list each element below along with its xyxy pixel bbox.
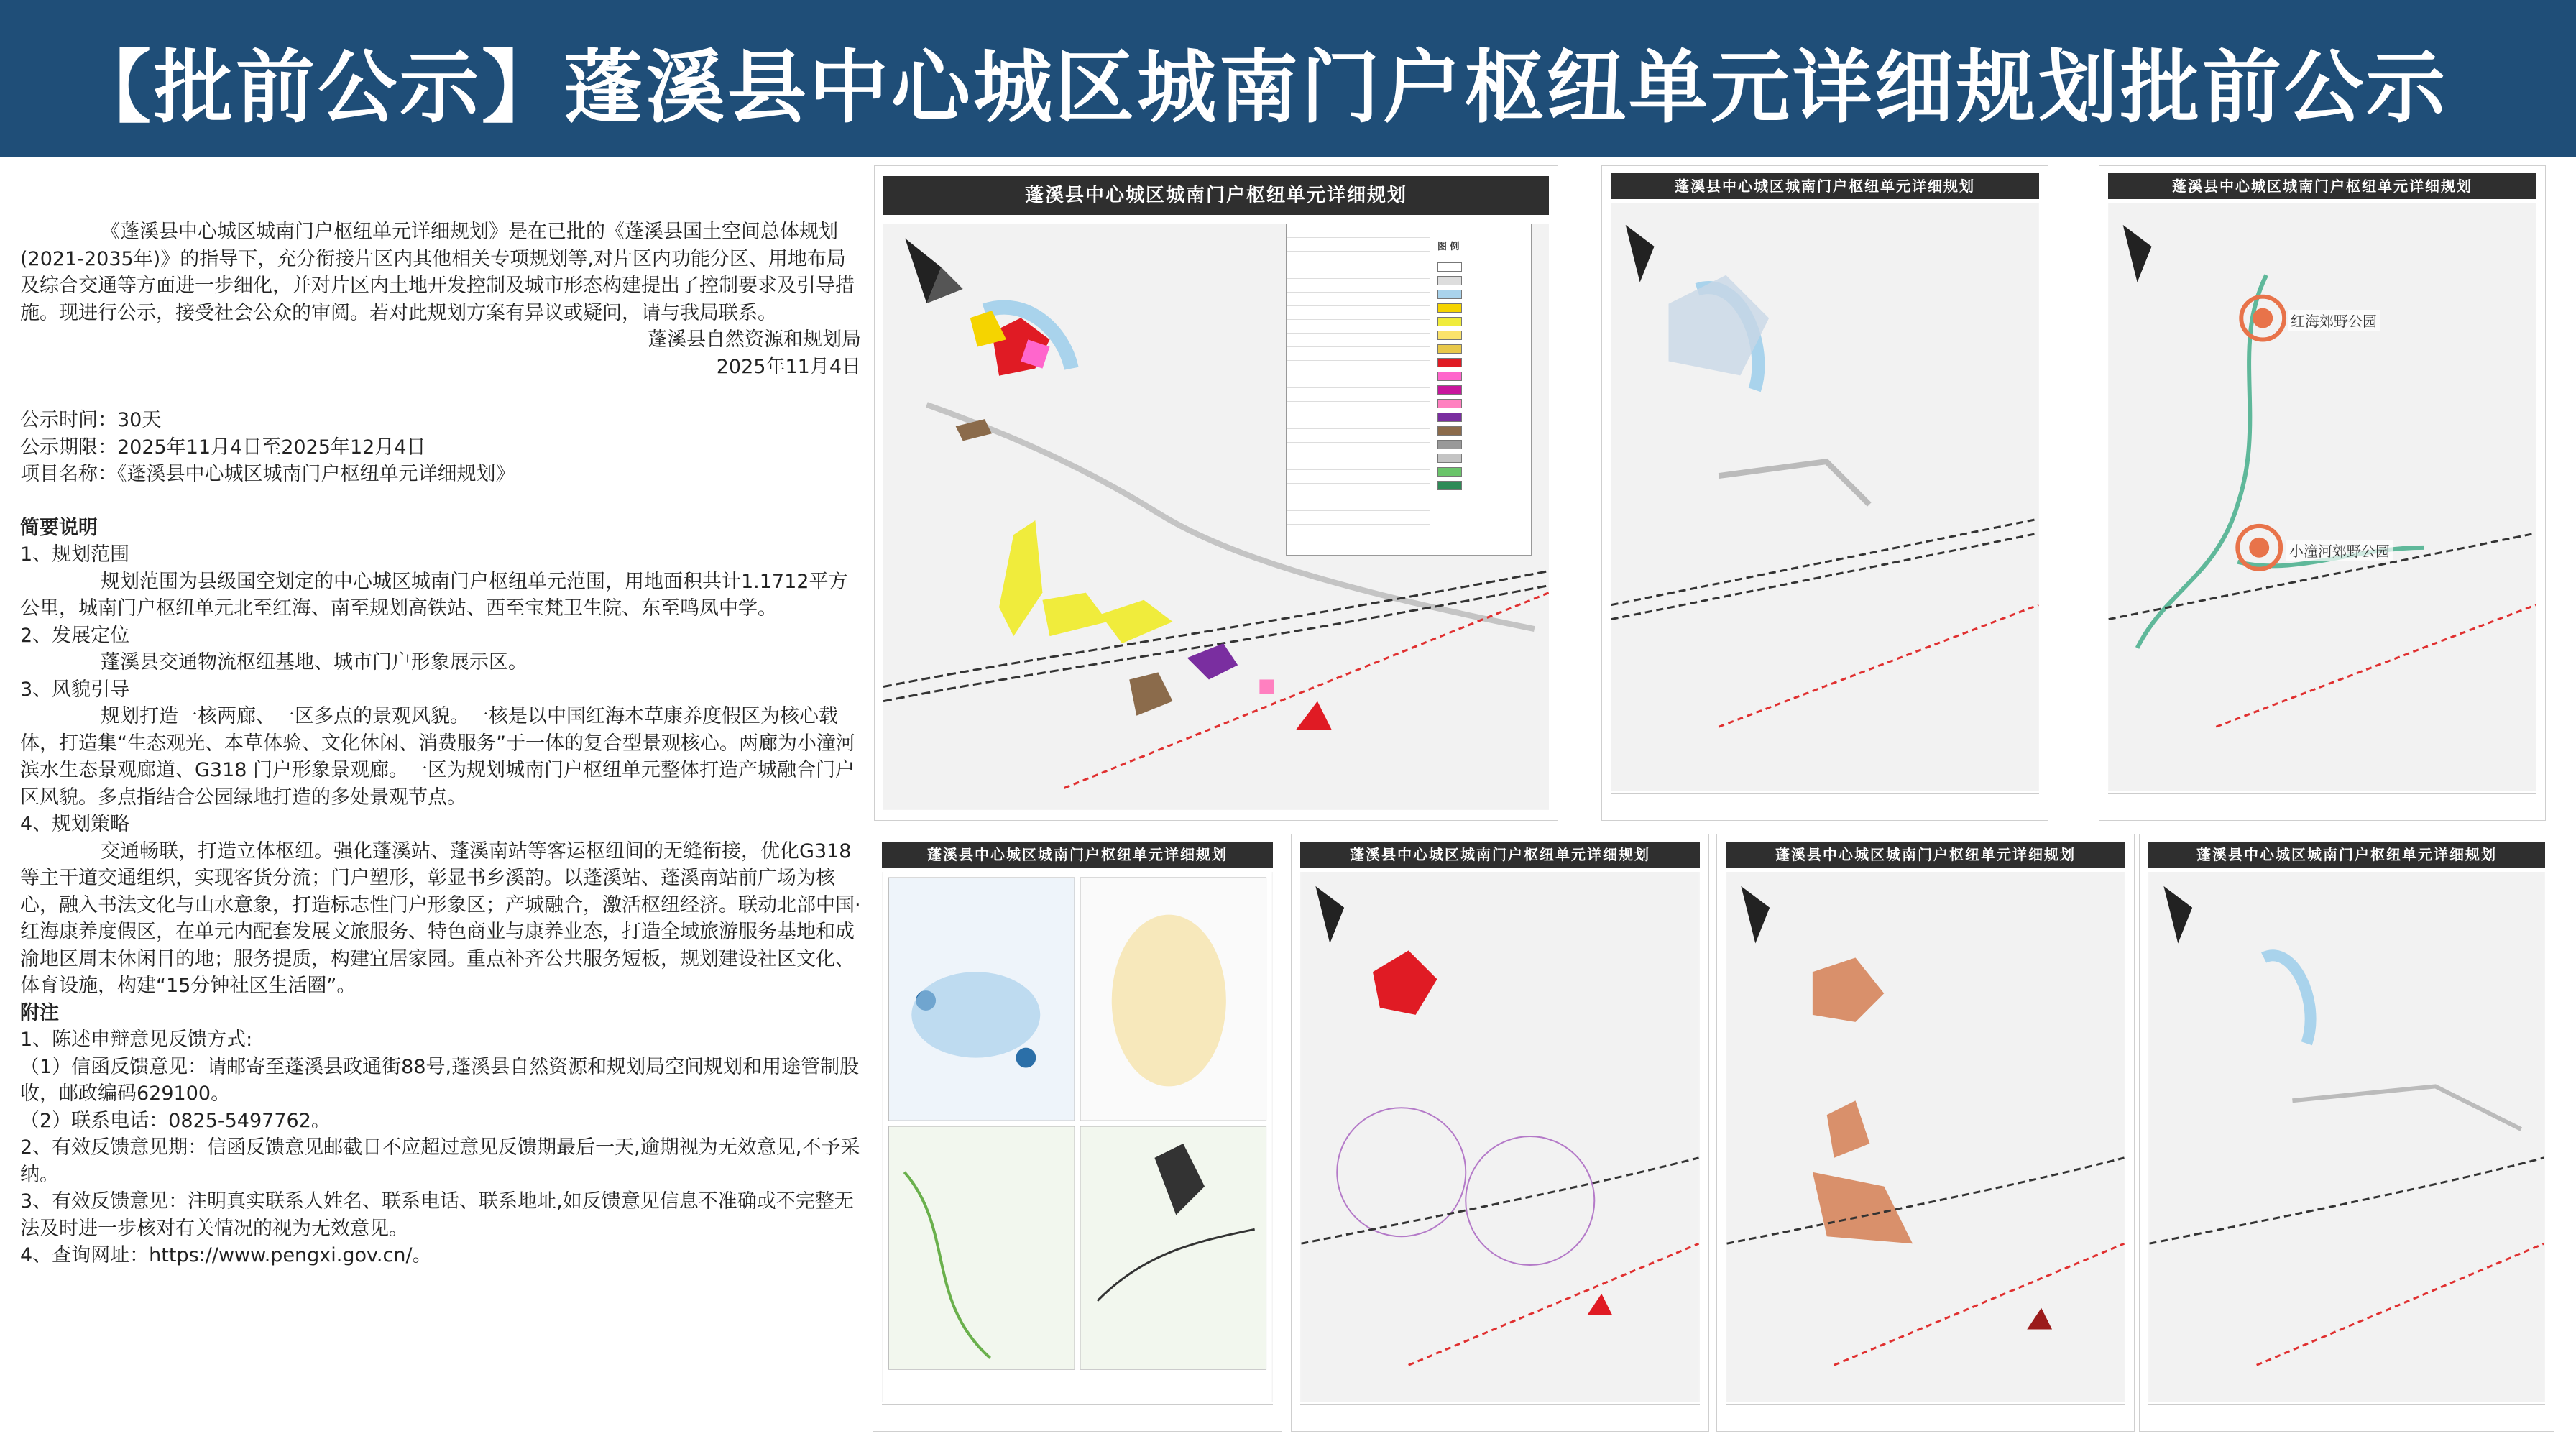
panel-title: 蓬溪县中心城区城南门户枢纽单元详细规划 bbox=[1611, 173, 2039, 199]
panel-footer bbox=[1726, 1404, 2125, 1425]
notice-text bbox=[20, 218, 861, 1269]
issuer: 蓬溪县自然资源和规划局 bbox=[648, 328, 861, 351]
panel-title: 蓬溪县中心城区城南门户枢纽单元详细规划 bbox=[1726, 842, 2125, 868]
map-panel-land-use[interactable] bbox=[874, 165, 1558, 821]
map-panel-facilities[interactable] bbox=[1716, 834, 2135, 1432]
section-2-title: 2、发展定位 bbox=[20, 624, 130, 647]
panel-title: 蓬溪县中心城区城南门户枢纽单元详细规划 bbox=[883, 176, 1549, 215]
infrastructure-map bbox=[1611, 203, 2039, 791]
intro-paragraph: 《蓬溪县中心城区城南门户枢纽单元详细规划》是在已批的《蓬溪县国土空间总体规划(2021-2035年)》的指导下，充分衔接片区内其他相关专项规划等,对片区内功能分区、用地布局及综合交通等方面进一步细化，并对片区内土地开发控制及城市形态构建提出了控制要求及引导措施。现进行公示，接受社会公众的审阅。若对此规划方案有异议或疑问，请与我局联系。 bbox=[20, 221, 855, 324]
panel-footer bbox=[882, 1404, 1273, 1425]
panel-title: 蓬溪县中心城区城南门户枢纽单元详细规划 bbox=[2108, 173, 2536, 199]
public-service-map bbox=[1300, 872, 1700, 1402]
panel-footer bbox=[1300, 1404, 1700, 1425]
section-2-body: 蓬溪县交通物流枢纽基地、城市门户形象展示区。 bbox=[101, 651, 528, 673]
panel-title: 蓬溪县中心城区城南门户枢纽单元详细规划 bbox=[882, 842, 1273, 868]
appendix-2: 2、有效反馈意见期：信函反馈意见邮截日不应超过意见反馈期最后一天,逾期视为无效意见,不予采纳。 bbox=[20, 1136, 860, 1186]
panel-title: 蓬溪县中心城区城南门户枢纽单元详细规划 bbox=[2148, 842, 2545, 868]
notice-period: 公示时间：30天 bbox=[20, 409, 162, 431]
map-panel-utilities[interactable] bbox=[2139, 834, 2554, 1432]
appendix-3: 3、有效反馈意见：注明真实联系人姓名、联系电话、联系地址,如反馈意见信息不准确或不完整无法及时进一步核对有关情况的视为无效意见。 bbox=[20, 1190, 854, 1240]
park-label-xiaotonghe: 小潼河郊野公园 bbox=[2286, 540, 2393, 561]
section-1-title: 1、规划范围 bbox=[20, 543, 130, 566]
district-analysis-maps bbox=[882, 872, 1273, 1402]
utilities-map bbox=[2148, 872, 2545, 1402]
summary-heading: 简要说明 bbox=[20, 516, 98, 539]
section-3-body: 规划打造一核两廊、一区多点的景观风貌。一核是以中国红海本草康养度假区为核心载体，打造集“生态观光、本草体验、文化休闲、消费服务”于一体的复合型景观核心。两廊为小潼河滨水生态景观廊道、G318 门户形象景观廊。一区为规划城南门户枢纽单元整体打造产城融合门户区风貌。多点指结合公园绿地打造的多处景观节点。 bbox=[20, 705, 855, 809]
header-banner bbox=[0, 0, 2576, 157]
panel-footer bbox=[2148, 1404, 2545, 1425]
page-title: 【批前公示】蓬溪县中心城区城南门户枢纽单元详细规划批前公示 bbox=[72, 42, 2448, 134]
map-panel-infrastructure[interactable] bbox=[1601, 165, 2048, 821]
map-panel-district-analysis[interactable] bbox=[873, 834, 1282, 1432]
section-4-body: 交通畅联，打造立体枢纽。强化蓬溪站、蓬溪南站等客运枢纽间的无缝衔接，优化G318等主干道交通组织，实现客货分流；门户塑形，彰显书乡溪韵。以蓬溪站、蓬溪南站前广场为核心，融入书法文化与山水意象，打造标志性门户形象区；产城融合，激活枢纽经济。联动北部中国·红海康养度假区，在单元内配套发展文旅服务、特色商业与康养业态，打造全域旅游服务基地和成渝地区周末休闲目的地；服务提质，构建宜居家园。重点补齐公共服务短板，规划建设社区文化、体育设施，构建“15分钟社区生活圈”。 bbox=[20, 840, 861, 997]
appendix-heading: 附注 bbox=[20, 1001, 59, 1024]
park-label-honghai: 红海郊野公园 bbox=[2288, 310, 2380, 331]
land-use-legend-table bbox=[1286, 224, 1532, 556]
legend-swatches bbox=[1438, 260, 1468, 492]
issue-date: 2025年11月4日 bbox=[716, 355, 861, 378]
appendix-1-2: （2）联系电话：0825-5497762。 bbox=[20, 1109, 331, 1132]
project-name: 项目名称：《蓬溪县中心城区城南门户枢纽单元详细规划》 bbox=[20, 463, 515, 485]
panel-title: 蓬溪县中心城区城南门户枢纽单元详细规划 bbox=[1300, 842, 1700, 868]
notice-range: 公示期限：2025年11月4日至2025年12月4日 bbox=[20, 436, 426, 459]
appendix-4: 4、查询网址：https://www.pengxi.gov.cn/。 bbox=[20, 1244, 432, 1266]
map-panel-public-service[interactable] bbox=[1291, 834, 1709, 1432]
appendix-1-1: （1）信函反馈意见：请邮寄至蓬溪县政通街88号,蓬溪县自然资源和规划局空间规划和用途管制股收，邮政编码629100。 bbox=[20, 1055, 860, 1105]
panel-footer bbox=[1611, 794, 2039, 814]
map-panel-greenway[interactable] bbox=[2099, 165, 2546, 821]
legend-title: 图 例 bbox=[1438, 242, 1460, 252]
land-use-map bbox=[883, 224, 1549, 810]
facilities-map bbox=[1726, 872, 2125, 1402]
section-3-title: 3、风貌引导 bbox=[20, 678, 130, 701]
section-4-title: 4、规划策略 bbox=[20, 813, 130, 835]
appendix-1: 1、陈述申辩意见反馈方式: bbox=[20, 1029, 253, 1051]
section-1-body: 规划范围为县级国空划定的中心城区城南门户枢纽单元范围，用地面积共计1.1712平方公里，城南门户枢纽单元北至红海、南至规划高铁站、西至宝梵卫生院、东至鸣凤中学。 bbox=[20, 570, 848, 620]
greenway-map bbox=[2108, 203, 2536, 791]
panel-footer bbox=[2108, 794, 2536, 814]
